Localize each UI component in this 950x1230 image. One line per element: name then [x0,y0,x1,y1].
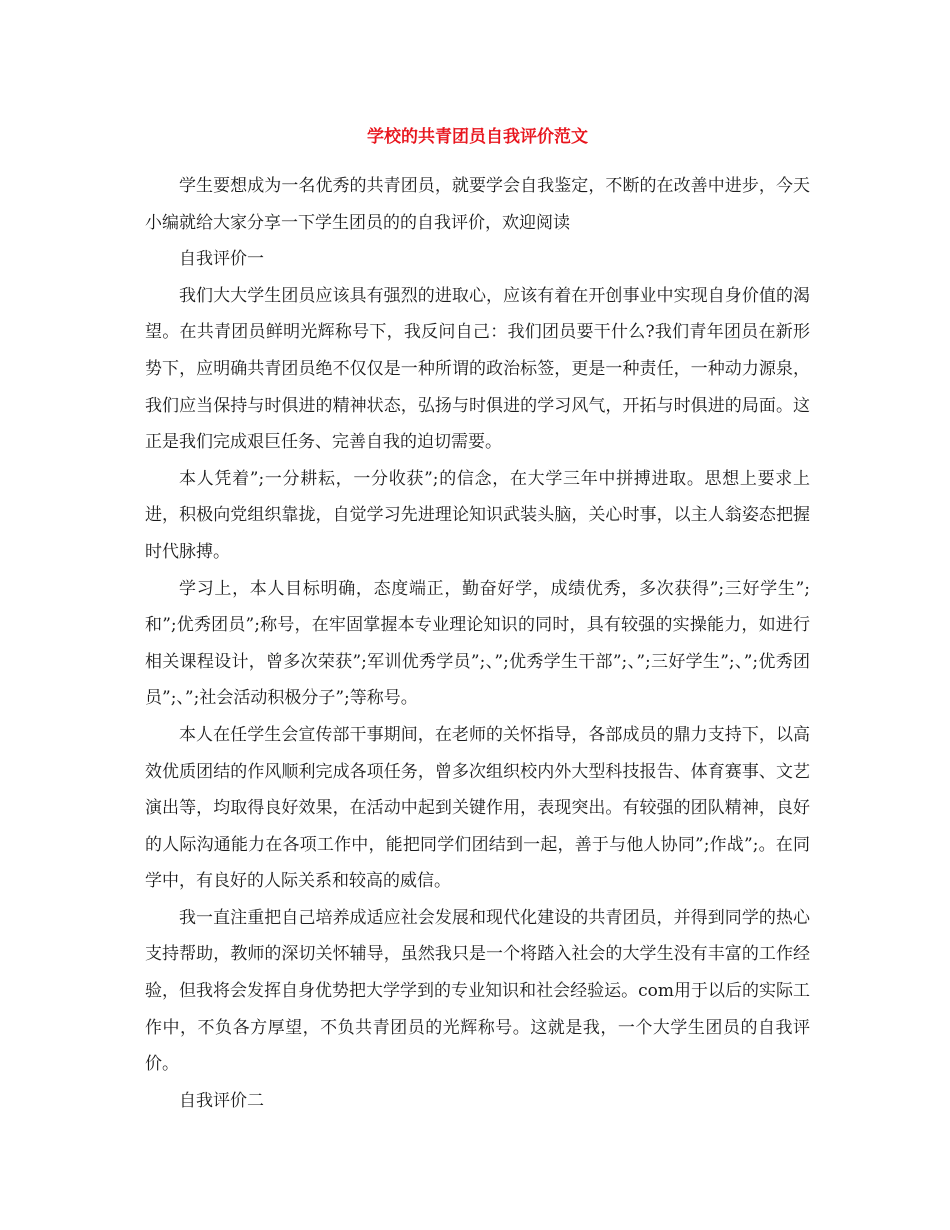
body-paragraph: 学习上，本人目标明确，态度端正，勤奋好学，成绩优秀，多次获得”;三好学生”;和”;优秀团员”;称号，在牢固掌握本专业理论知识的同时，具有较强的实操能力，如进行相关课程设计，曾多次荣获”;军训优秀学员”;、”;优秀学生干部”;、”;三好学生”;、”;优秀团员”;、”;社会活动积极分子”;等称号。 [145,578,810,709]
body-paragraph: 我一直注重把自己培养成适应社会发展和现代化建设的共青团员，并得到同学的热心支持帮助，教师的深切关怀辅导，虽然我只是一个将踏入社会的大学生没有丰富的工作经验，但我将会发挥自身优势把大学学到的专业知识和社会经验运。com用于以后的实际工作中，不负各方厚望，不负共青团员的光辉称号。这就是我，一个大学生团员的自我评价。 [145,907,810,1075]
intro-paragraph: 学生要想成为一名优秀的共青团员，就要学会自我鉴定，不断的在改善中进步，今天小编就给大家分享一下学生团员的的自我评价，欢迎阅读 [145,176,810,233]
section-heading-1: 自我评价一 [179,249,264,270]
body-paragraph: 我们大大学生团员应该具有强烈的进取心，应该有着在开创事业中实现自身价值的渴望。在共青团员鲜明光辉称号下，我反问自己：我们团员要干什么?我们青年团员在新形势下，应明确共青团员绝不仅仅是一种所谓的政治标签，更是一种责任，一种动力源泉，我们应当保持与时俱进的精神状态，弘扬与时俱进的学习风气，开拓与时俱进的局面。这正是我们完成艰巨任务、完善自我的迫切需要。 [145,285,810,453]
body-paragraph: 本人凭着”;一分耕耘，一分收获”;的信念，在大学三年中拼搏进取。思想上要求上进，积极向党组织靠拢，自觉学习先进理论知识武装头脑，关心时事，以主人翁姿态把握时代脉搏。 [145,468,810,562]
document-page [145,120,810,1119]
document-title: 学校的共青团员自我评价范文 [367,127,588,147]
section-heading-2: 自我评价二 [179,1090,264,1111]
body-paragraph: 本人在任学生会宣传部干事期间，在老师的关怀指导，各部成员的鼎力支持下，以高效优质团结的作风顺利完成各项任务，曾多次组织校内外大型科技报告、体育赛事、文艺演出等，均取得良好效果，在活动中起到关键作用，表现突出。有较强的团队精神，良好的人际沟通能力在各项工作中，能把同学们团结到一起，善于与他人协同”;作战”;。在同学中，有良好的人际关系和较高的威信。 [145,724,810,892]
